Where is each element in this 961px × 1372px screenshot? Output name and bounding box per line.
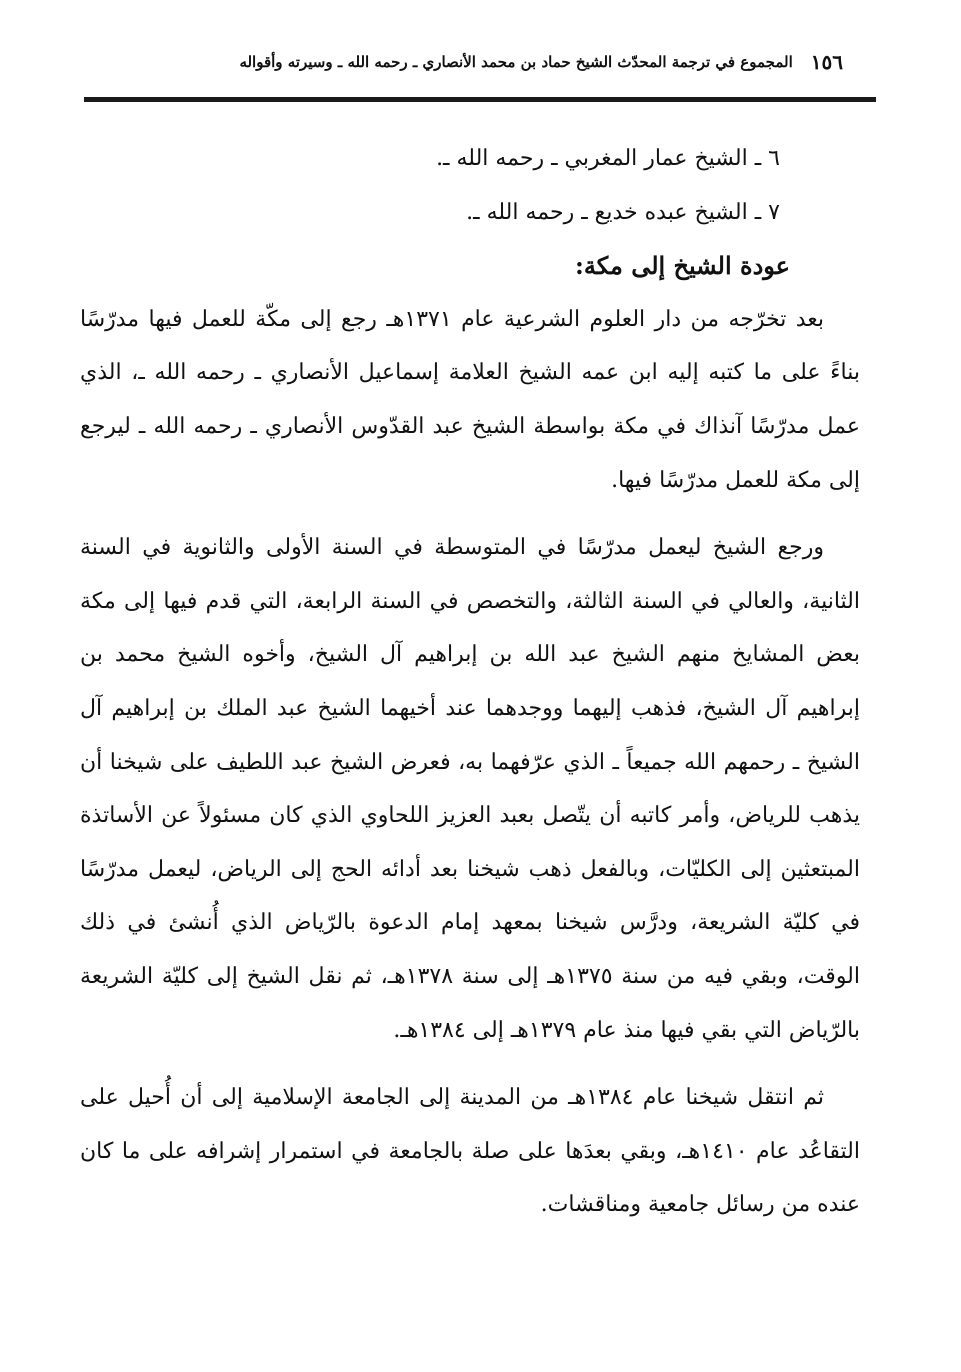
paragraph: ثم انتقل شيخنا عام ١٣٨٤هـ من المدينة إلى الجامعة الإسلامية إلى أن أُحيل على التقاعُد عام ١٤١٠هـ، وبقي بعدَها على صلة بالجامعة في استمرار إشرافه على ما كان عنده من رسائل جامعية ومناقشات. [80, 1085, 860, 1218]
page-body [80, 132, 860, 1232]
list-item: ٦ ـ الشيخ عمار المغربي ـ رحمه الله ـ. [436, 146, 780, 171]
list-item: ٧ ـ الشيخ عبده خديع ـ رحمه الله ـ. [466, 199, 780, 225]
running-header-title: المجموع في ترجمة المحدّث الشيخ حماد بن محمد الأنصاري ـ رحمه الله ـ وسيرته وأقواله [239, 53, 793, 71]
running-header [176, 44, 843, 80]
paragraph-gap [80, 507, 860, 521]
section-heading: عودة الشيخ إلى مكة: [575, 251, 790, 281]
header-divider [84, 97, 876, 102]
paragraph-gap [80, 1057, 860, 1071]
paragraph: ورجع الشيخ ليعمل مدرّسًا في المتوسطة في السنة الأولى والثانوية في السنة الثانية، والعالي في السنة الثالثة، والتخصص في السنة الرابعة، التي قدم فيها إلى مكة بعض المشايخ منهم الشيخ عبد الله بن إبراهيم آل الشيخ، وأخوه الشيخ محمد بن إبراهيم آل الشيخ، فذهب إليهما ووجدهما عند أخيهما الشيخ عبد الملك بن إبراهيم آل الشيخ ـ رحمهم الله جميعاً ـ الذي عرّفهما به، فعرض الشيخ عبد اللطيف على شيخنا أن يذهب للرياض، وأمر كاتبه أن يتّصل بعبد العزيز اللحاوي الذي كان مسئولاً عن الأساتذة المبتعثين إلى الكليّات، وبالفعل ذهب شيخنا بعد أدائه الحج إلى الرياض، ليعمل مدرّسًا في كليّة الشريعة، ودرَّس شيخنا بمعهد إمام الدعوة بالرّياض الذي أُنشئ في ذلك الوقت، وبقي فيه من سنة ١٣٧٥هـ إلى سنة ١٣٧٨هـ، ثم نقل الشيخ إلى كليّة الشريعة بالرّياض التي بقي فيها منذ عام ١٣٧٩هـ إلى ١٣٨٤هـ. [80, 535, 860, 1043]
page-number: ١٥٦ [810, 50, 843, 74]
paragraph: بعد تخرّجه من دار العلوم الشرعية عام ١٣٧١هـ رجع إلى مكّة للعمل فيها مدرّسًا بناءً على ما كتبه إليه ابن عمه الشيخ العلامة إسماعيل الأنصاري ـ رحمه الله ـ، الذي عمل مدرّسًا آنذاك في مكة بواسطة الشيخ عبد القدّوس الأنصاري ـ رحمه الله ـ ليرجع إلى مكة للعمل مدرّسًا فيها. [80, 306, 860, 493]
